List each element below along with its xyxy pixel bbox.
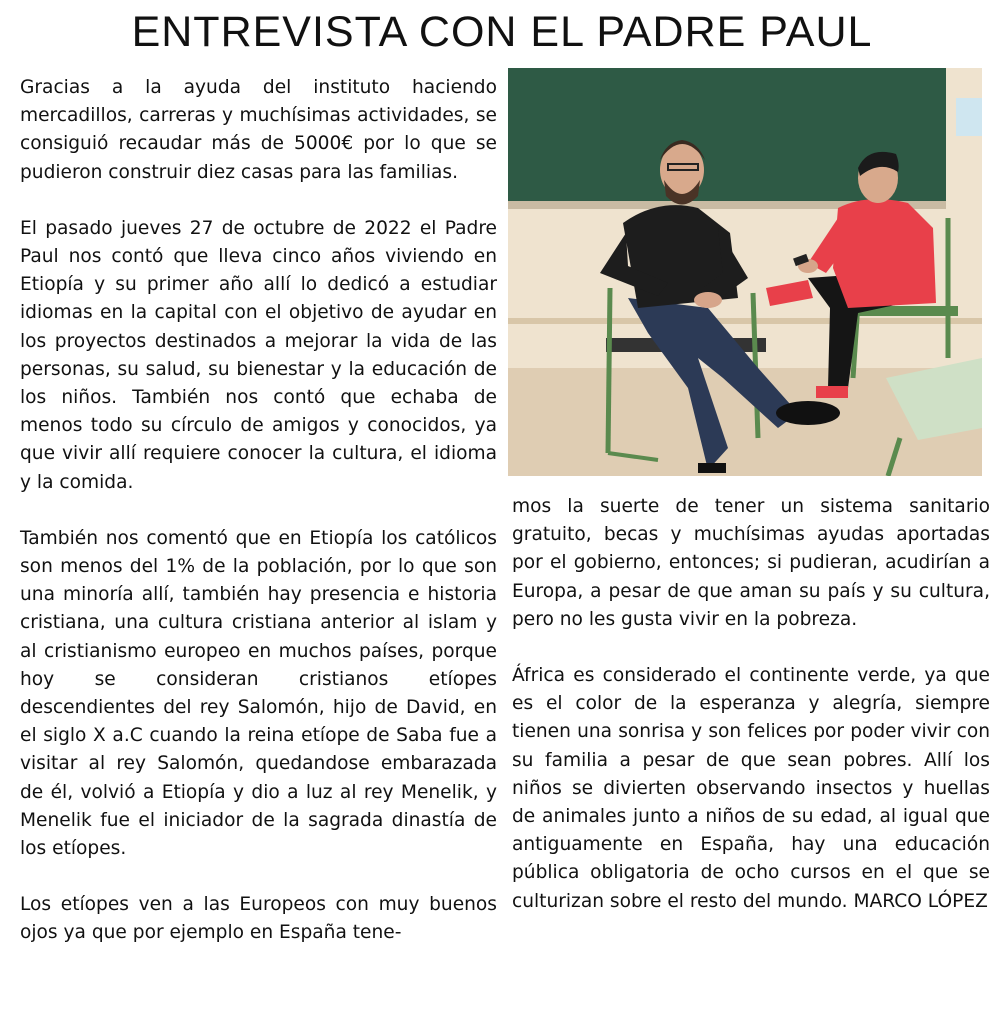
right-column (512, 493, 990, 944)
article-title: ENTREVISTA CON EL PADRE PAUL (131, 8, 873, 56)
paragraph: África es considerado el continente verde, ya que es el color de la esperanza y alegría, siempre tienen una sonrisa y son felices por poder vivir con su familia a pesar de que sean pobres. Allí los niños se divierten observando insectos y huellas de animales junto a niños de su edad, al igual que antiguamente en España, hay una educación pública obligatoria de ocho cursos en el que se culturizan sobre el resto del mundo. MARCO LÓPEZ (512, 665, 990, 912)
paragraph: También nos comentó que en Etiopía los católicos son menos del 1% de la población, por lo que son una minoría allí, también hay presencia e historia cristiana, una cultura cristiana anterior al islam y al cristianismo europeo en muchos países, porque hoy se consideran cristianos etíopes descendientes del rey Salomón, hijo de David, en el siglo X a.C cuando la reina etíope de Saba fue a visitar al rey Salomón, quedandose embarazada de él, volvió a Etiopía y dio a luz al rey Menelik, y Menelik fue el iniciador de la sagrada dinastía de los etíopes. (20, 527, 497, 860)
paragraph: Gracias a la ayuda del instituto haciendo mercadillos, carreras y muchísimas actividades, se consiguió recaudar más de 5000€ por lo que se pudieron construir diez casas para las familias. (20, 77, 497, 183)
paragraph: El pasado jueves 27 de octubre de 2022 el Padre Paul nos contó que lleva cinco años viviendo en Etiopía y su primer año allí lo dedicó a estudiar idiomas en la capital con el objetivo de ayudar en los proyectos destinados a mejorar la vida de las personas, su salud, su bienestar y la educación de los niños. También nos contó que echaba de menos todo su círculo de amigos y conocidos, ya que vivir allí requiere conocer la cultura, el idioma y la comida. (20, 217, 497, 493)
paragraph: Los etíopes ven a las Europeos con muy buenos ojos ya que por ejemplo en España tene- (20, 894, 497, 944)
interview-photo (508, 68, 982, 476)
left-column (20, 74, 497, 976)
paragraph: mos la suerte de tener un sistema sanitario gratuito, becas y muchísimas ayudas aportadas por el gobierno, entonces; si pudieran, acudirían a Europa, a pesar de que aman su país y su cultura, pero no les gusta vivir en la pobreza. (512, 496, 990, 630)
